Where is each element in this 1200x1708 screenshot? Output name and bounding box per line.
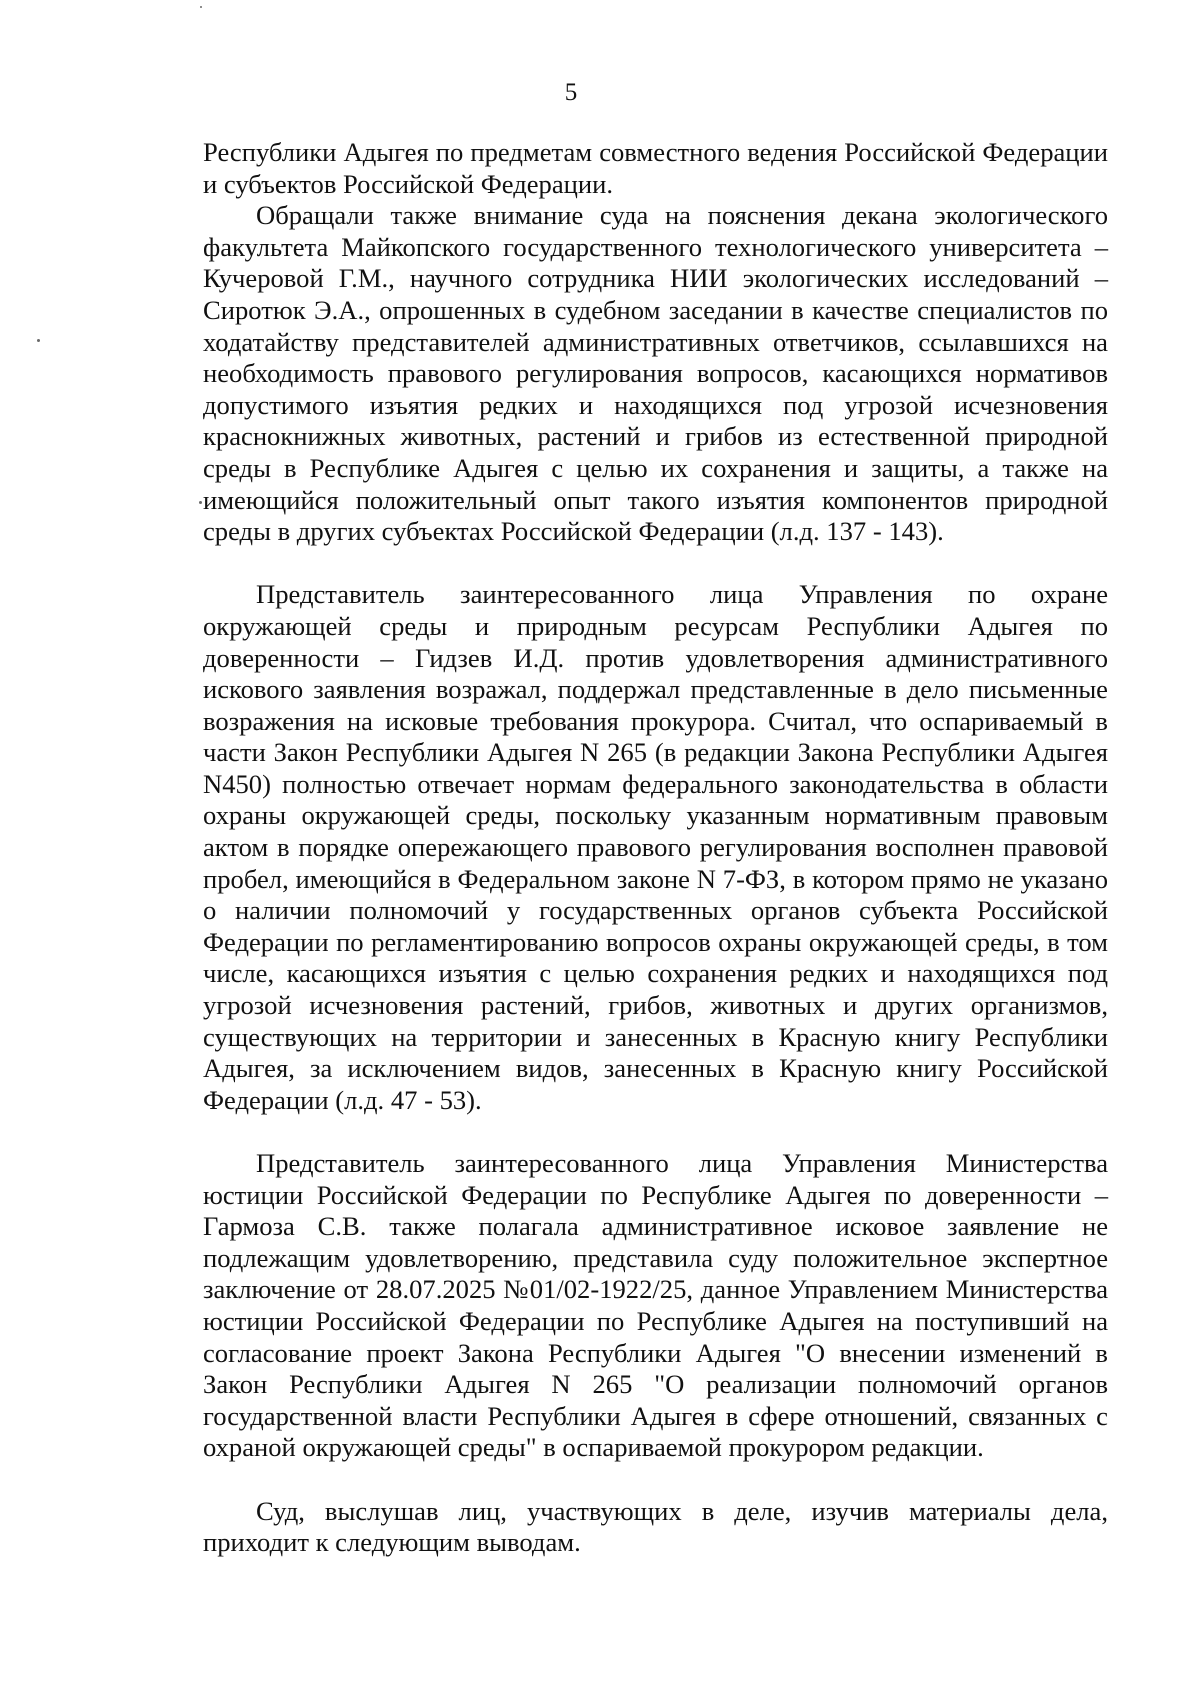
scan-speck <box>200 6 202 8</box>
scan-speck <box>199 501 202 504</box>
scan-speck <box>37 339 40 342</box>
document-body <box>203 137 1108 1559</box>
paragraph-court-conclusion-intro: Суд, выслушав лиц, участвующих в деле, изучив материалы дела, приходит к следующим выводам. <box>203 1495 1108 1558</box>
paragraph-justice-ministry-position: Представитель заинтересованного лица Управления Министерства юстиции Российской Федерации по Республике Адыгея по доверенности – Гармоза С.В. также полагала административное исковое заявление не подлежащим удовлетворению, представила суду положительное экспертное заключение от 28.07.2025 №01/02-1922/25, данное Управлением Министерства юстиции Российской Федерации по Республике Адыгея на поступивший на согласование проект Закона Республики Адыгея "О внесении изменений в Закон Республики Адыгея N 265 "О реализации полномочий органов государственной власти Республики Адыгея в сфере отношений, связанных с охраной окружающей среды" в оспариваемой прокурором редакции. <box>203 1148 1108 1463</box>
paragraph-environment-department-position: Представитель заинтересованного лица Управления по охране окружающей среды и природным ресурсам Республики Адыгея по доверенности – Гидзев И.Д. против удовлетворения административного искового заявления возражал, поддержал представленные в дело письменные возражения на исковые требования прокурора. Считал, что оспариваемый в части Закон Республики Адыгея N 265 (в редакции Закона Республики Адыгея N450) полностью отвечает нормам федерального законодательства в области охраны окружающей среды, поскольку указанным нормативным правовым актом в порядке опережающего правового регулирования восполнен правовой пробел, имеющийся в Федеральном законе N 7-ФЗ, в котором прямо не указано о наличии полномочий у государственных органов субъекта Российской Федерации по регламентированию вопросов охраны окружающей среды, в том числе, касающихся изъятия с целью сохранения редких и находящихся под угрозой исчезновения растений, грибов, животных и других организмов, существующих на территории и занесенных в Красную книгу Республики Адыгея, за исключением видов, занесенных в Красную книгу Российской Федерации (л.д. 47 - 53). <box>203 579 1108 1115</box>
paragraph-specialists-explanations: Обращали также внимание суда на пояснения декана экологического факультета Майкопского государственного технологического университета – Кучеровой Г.М., научного сотрудника НИИ экологических исследований – Сиротюк Э.А., опрошенных в судебном заседании в качестве специалистов по ходатайству представителей административных ответчиков, ссылавшихся на необходимость правового регулирования вопросов, касающихся нормативов допустимого изъятия редких и находящихся под угрозой исчезновения краснокнижных животных, растений и грибов из естественной природной среды в Республике Адыгея с целью их сохранения и защиты, а также на имеющийся положительный опыт такого изъятия компонентов природной среды в других субъектах Российской Федерации (л.д. 137 - 143). <box>203 200 1108 547</box>
paragraph-continuation: Республики Адыгея по предметам совместного ведения Российской Федерации и субъектов Российской Федерации. <box>203 137 1108 199</box>
page-number: 5 <box>564 79 578 106</box>
